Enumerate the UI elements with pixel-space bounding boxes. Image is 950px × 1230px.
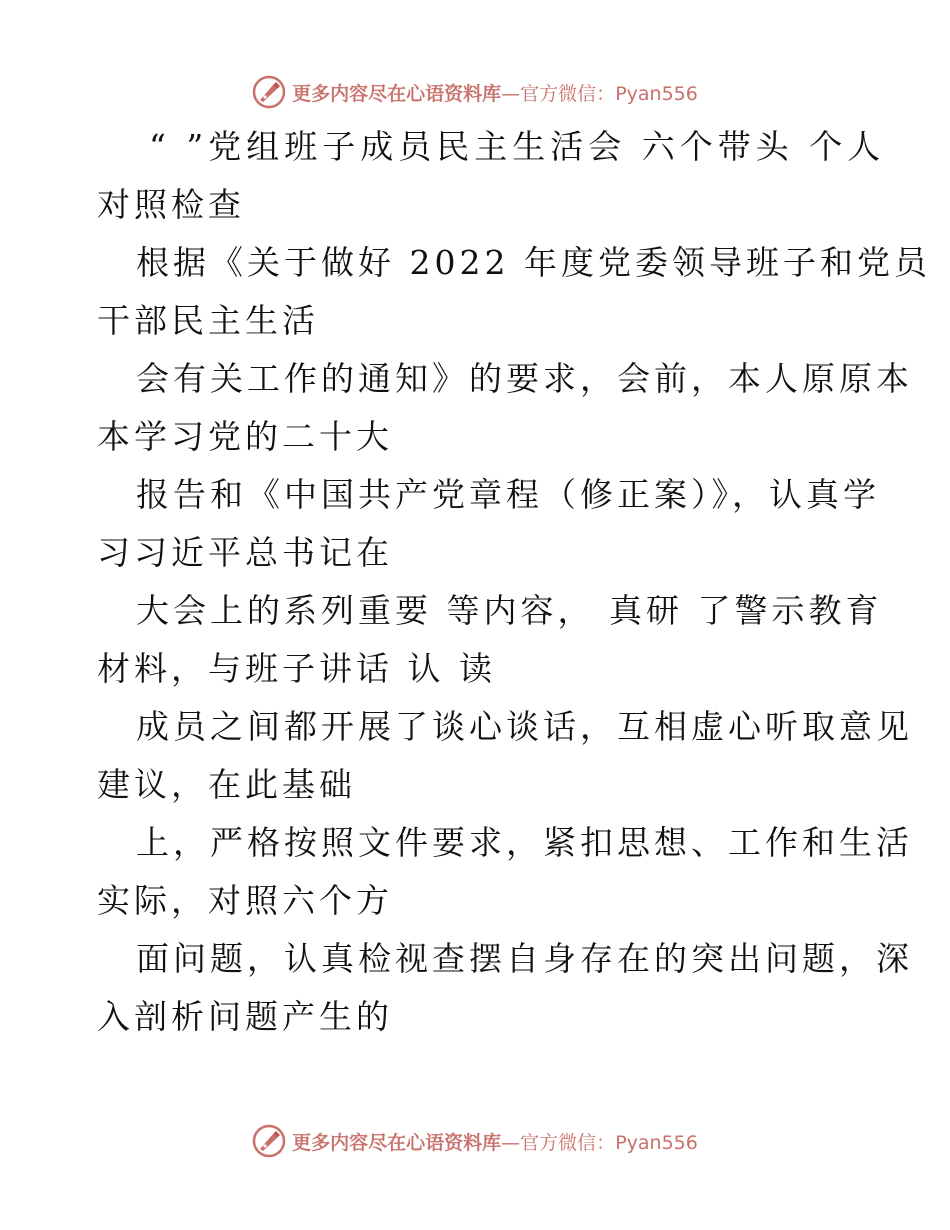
paragraph-line: 报告和《中国共产党章程（修正案）》，认真学 bbox=[136, 475, 880, 514]
paragraph-line: 建议，在此基础 bbox=[97, 765, 356, 804]
watermark-label: 官方微信： bbox=[520, 1131, 616, 1154]
document-body bbox=[97, 118, 931, 1046]
paragraph-line: 成员之间都开展了谈心谈话，互相虚心听取意见 bbox=[136, 707, 913, 746]
watermark-id: Pyan556 bbox=[615, 1131, 698, 1154]
paragraph-line: 大会上的系列重要 等内容， 真研 了警示教育 bbox=[136, 591, 883, 630]
watermark-text bbox=[292, 1128, 698, 1155]
watermark-label: 官方微信： bbox=[520, 82, 616, 105]
document-title-line-2: 对照检查 bbox=[97, 185, 245, 224]
watermark-main: 更多内容尽在心语资料库 bbox=[292, 1131, 502, 1154]
watermark-separator: — bbox=[501, 82, 521, 105]
pen-nib-logo-icon bbox=[252, 1124, 286, 1158]
paragraph-line: 入剖析问题产生的 bbox=[97, 997, 393, 1036]
document-title-line-1: “ ”党组班子成员民主生活会 六个带头 个人 bbox=[149, 127, 886, 166]
watermark-main: 更多内容尽在心语资料库 bbox=[292, 82, 502, 105]
pen-nib-logo-icon bbox=[252, 75, 286, 109]
paragraph-line: 本学习党的二十大 bbox=[97, 417, 393, 456]
paragraph-line: 材料，与班子讲话 认 读 bbox=[97, 649, 496, 688]
watermark-id: Pyan556 bbox=[615, 82, 698, 105]
paragraph-line: 干部民主生活 bbox=[97, 301, 319, 340]
header-watermark bbox=[0, 72, 950, 112]
watermark-separator: — bbox=[501, 1131, 521, 1154]
paragraph-line: 上，严格按照文件要求，紧扣思想、工作和生活 bbox=[136, 823, 913, 862]
footer-watermark bbox=[0, 1121, 950, 1161]
paragraph-line: 习习近平总书记在 bbox=[97, 533, 393, 572]
paragraph-line: 面问题，认真检视查摆自身存在的突出问题，深 bbox=[136, 939, 913, 978]
paragraph-line: 实际，对照六个方 bbox=[97, 881, 393, 920]
paragraph-line: 会有关工作的通知》的要求，会前，本人原原本 bbox=[136, 359, 913, 398]
paragraph-line: 根据《关于做好 2022 年度党委领导班子和党员 bbox=[136, 243, 931, 282]
watermark-text bbox=[292, 79, 698, 106]
